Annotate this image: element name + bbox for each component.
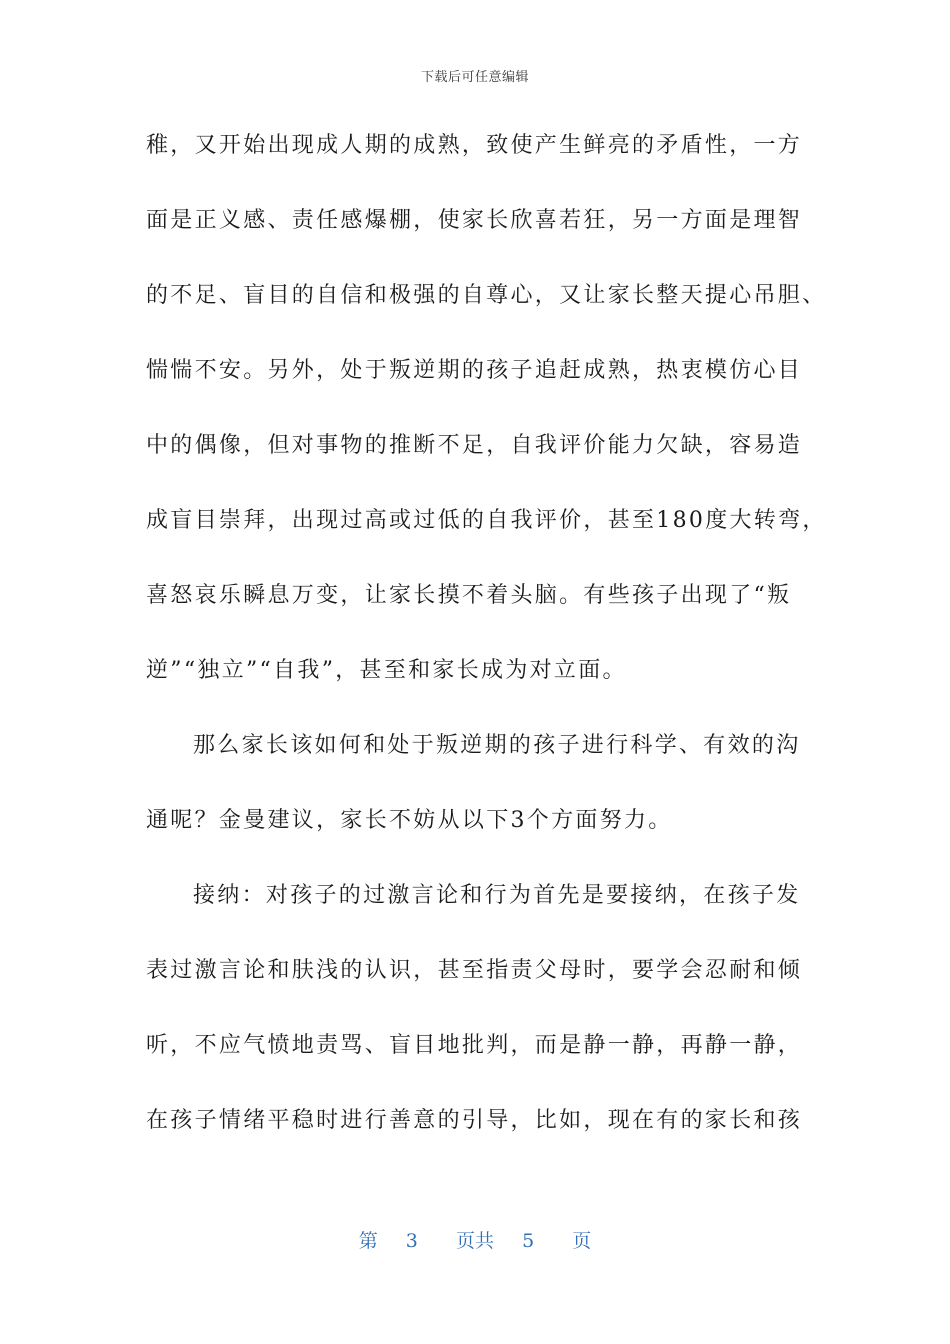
text-line: 表过激言论和肤浅的认识，甚至指责父母时，要学会忍耐和倾 <box>146 958 803 983</box>
footer-middle: 页共 <box>455 1230 494 1252</box>
paragraph-start-line: 接纳：对孩子的过激言论和行为首先是要接纳，在孩子发 <box>193 883 801 908</box>
text-line: 惴惴不安。另外，处于叛逆期的孩子追赶成熟，热衷模仿心目 <box>146 358 803 383</box>
text-line: 通呢？金曼建议，家长不妨从以下3个方面努力。 <box>146 808 673 833</box>
total-pages-number: 5 <box>522 1230 535 1252</box>
text-line: 的不足、盲目的自信和极强的自尊心，又让家长整天提心吊胆、 <box>146 283 827 308</box>
text-line: 中的偶像，但对事物的推断不足，自我评价能力欠缺，容易造 <box>146 433 803 458</box>
current-page-number: 3 <box>405 1230 418 1252</box>
text-line: 听，不应气愤地责骂、盲目地批判，而是静一静，再静一静， <box>146 1033 803 1058</box>
text-line: 成盲目崇拜，出现过高或过低的自我评价，甚至180度大转弯， <box>146 508 827 533</box>
paragraph-start-line: 那么家长该如何和处于叛逆期的孩子进行科学、有效的沟 <box>193 733 801 758</box>
text-line: 喜怒哀乐瞬息万变，让家长摸不着头脑。有些孩子出现了“叛 <box>146 583 792 608</box>
text-line: 面是正义感、责任感爆棚，使家长欣喜若狂，另一方面是理智 <box>146 208 803 233</box>
text-line: 稚，又开始出现成人期的成熟，致使产生鲜亮的矛盾性，一方 <box>146 133 803 158</box>
text-line: 在孩子情绪平稳时进行善意的引导，比如，现在有的家长和孩 <box>146 1108 803 1133</box>
page-number-footer <box>0 1226 950 1253</box>
text-line: 逆”“独立”“自我”，甚至和家长成为对立面。 <box>146 658 627 683</box>
header-note: 下载后可任意编辑 <box>420 70 529 85</box>
footer-prefix: 第 <box>358 1230 378 1252</box>
document-body <box>146 124 827 1174</box>
footer-suffix: 页 <box>572 1230 592 1252</box>
